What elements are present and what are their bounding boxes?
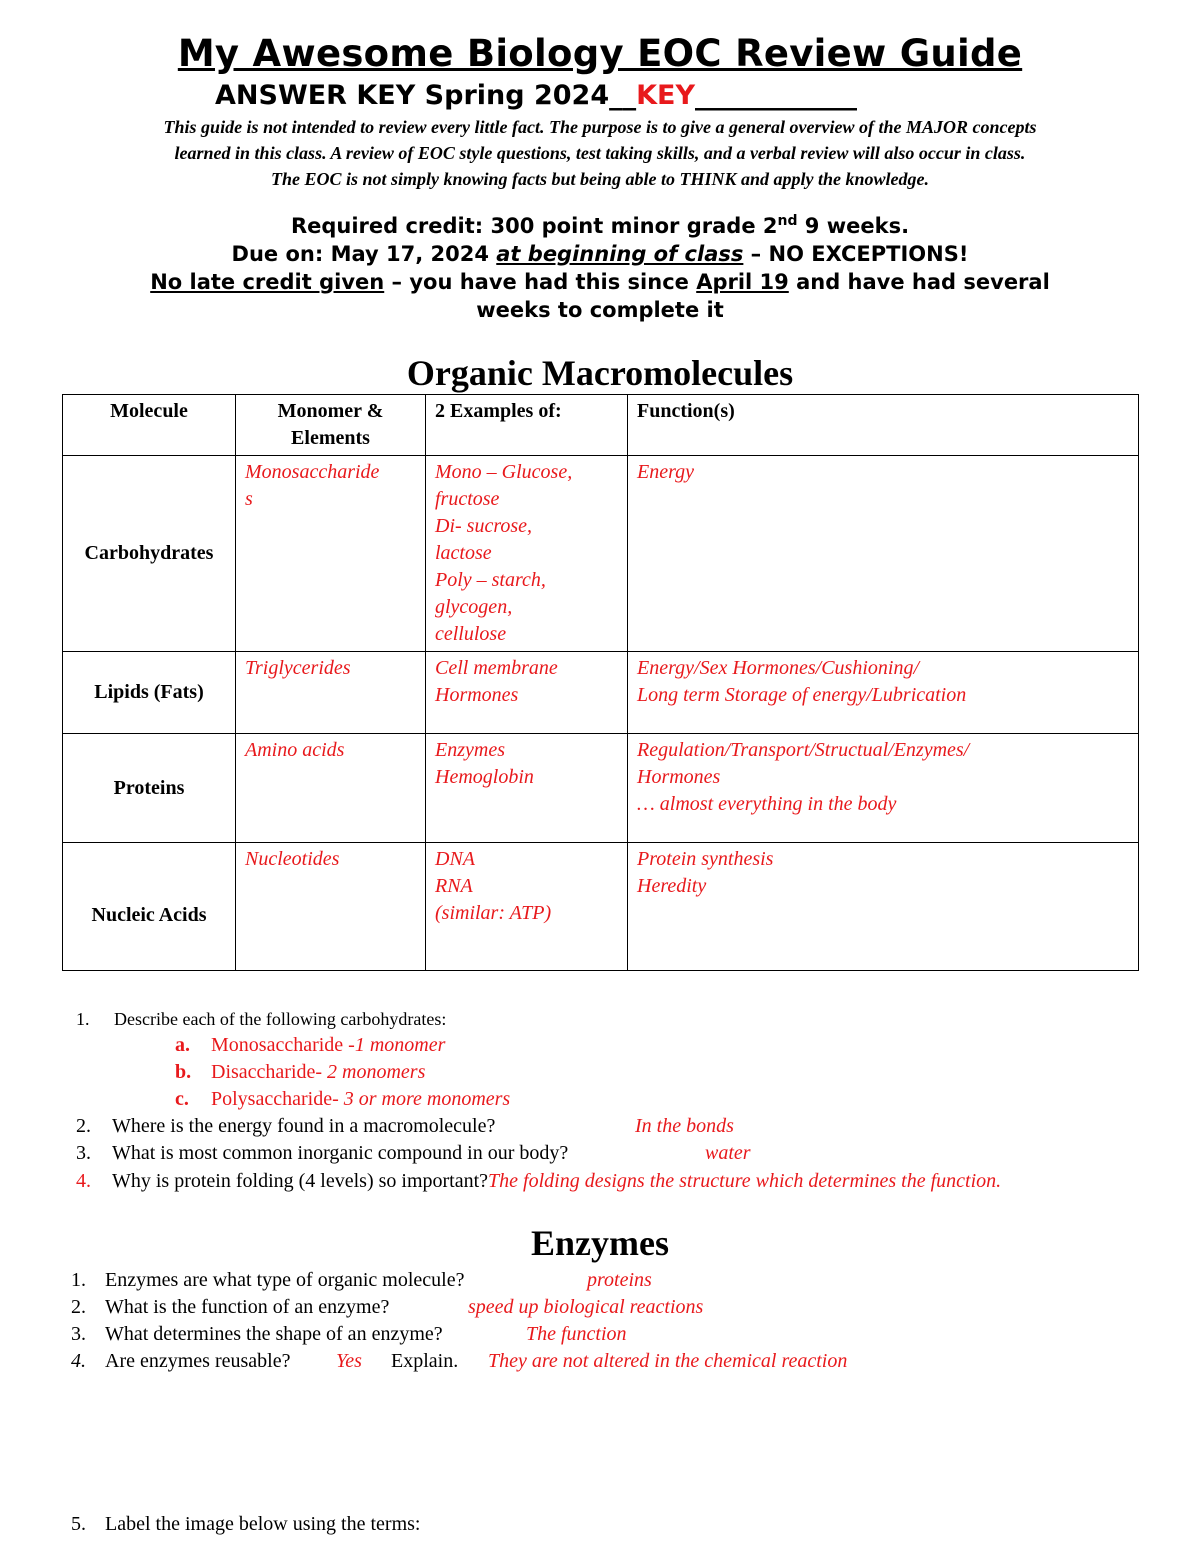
- question-answer: The function: [526, 1323, 627, 1345]
- question-answer: The folding designs the structure which determines the function.: [488, 1170, 1002, 1192]
- function-line: … almost everything in the body: [637, 793, 897, 815]
- sub-answer: 2 monomers: [327, 1061, 426, 1083]
- question-answer: water: [705, 1142, 751, 1164]
- function-line: Protein synthesis: [637, 848, 774, 870]
- enzyme-question-5: [71, 1513, 421, 1536]
- sub-term: Disaccharide-: [211, 1061, 328, 1083]
- sub-answer: 3 or more monomers: [343, 1088, 511, 1110]
- column-header: Molecule: [63, 395, 236, 456]
- monomer-line: Triglycerides: [245, 657, 351, 679]
- question-text: What is the function of an enzyme?: [105, 1296, 390, 1318]
- enzyme-question-4: [71, 1350, 848, 1373]
- example-line: Hormones: [435, 684, 519, 706]
- sub-answer: 1 monomer: [354, 1034, 446, 1056]
- example-line: DNA: [435, 848, 475, 870]
- functions-cell: [628, 456, 1139, 652]
- function-line: Heredity: [637, 875, 707, 897]
- examples-cell: [426, 734, 628, 843]
- example-line: fructose: [435, 488, 500, 510]
- due-line: [0, 240, 1200, 268]
- example-line: cellulose: [435, 623, 507, 645]
- table-row: [63, 652, 1139, 734]
- molecule-cell: Proteins: [63, 734, 236, 843]
- macromolecules-table: [62, 394, 1139, 971]
- example-line: (similar: ATP): [435, 902, 552, 924]
- answer-key-suffix: ____________: [695, 80, 858, 111]
- late-suffix: and have had several: [788, 270, 1050, 294]
- question-number: 2.: [71, 1296, 86, 1318]
- functions-cell: [628, 652, 1139, 734]
- question-text: Enzymes are what type of organic molecule?: [105, 1269, 465, 1291]
- credit-sup: nd: [777, 213, 798, 229]
- question-1: [76, 1009, 446, 1030]
- monomer-cell: [236, 652, 426, 734]
- column-header: Monomer & Elements: [236, 395, 426, 456]
- example-line: RNA: [435, 875, 473, 897]
- example-line: Hemoglobin: [435, 766, 534, 788]
- question-3: [76, 1142, 751, 1165]
- function-line: Regulation/Transport/Structual/Enzymes/: [637, 739, 970, 761]
- molecule-cell: Nucleic Acids: [63, 843, 236, 971]
- sub-term: Polysaccharide-: [211, 1088, 344, 1110]
- molecule-cell: Carbohydrates: [63, 456, 236, 652]
- example-line: Poly – starch,: [435, 569, 546, 591]
- monomer-line: s: [245, 488, 253, 510]
- question-answer: speed up biological reactions: [468, 1296, 704, 1318]
- intro-paragraph: [40, 114, 1160, 192]
- question-number: 3.: [76, 1142, 91, 1164]
- answer-key-line: [215, 80, 857, 111]
- page-title: My Awesome Biology EOC Review Guide: [177, 32, 1023, 75]
- enzymes-heading: Enzymes: [531, 1223, 669, 1263]
- requirements-block: [0, 212, 1200, 324]
- examples-cell: [426, 456, 628, 652]
- column-header: Function(s): [628, 395, 1139, 456]
- question-number: 3.: [71, 1323, 86, 1345]
- sub-term: Monosaccharide -: [211, 1034, 355, 1056]
- table-row: [63, 456, 1139, 652]
- example-line: Enzymes: [435, 739, 505, 761]
- enzyme-question-3: [71, 1323, 627, 1346]
- question-answer: proteins: [587, 1269, 652, 1291]
- functions-cell: [628, 843, 1139, 971]
- late-date: April 19: [696, 270, 789, 294]
- explain-answer: They are not altered in the chemical reaction: [488, 1350, 848, 1372]
- table-row: [63, 843, 1139, 971]
- monomer-cell: [236, 843, 426, 971]
- late-mid: – you have had this since: [384, 270, 697, 294]
- question-text: Describe each of the following carbohydrates:: [114, 1009, 447, 1029]
- question-number: 2.: [76, 1115, 91, 1137]
- question-2: [76, 1115, 734, 1138]
- question-1a: [175, 1034, 445, 1057]
- enzyme-question-1: [71, 1269, 652, 1292]
- enzyme-question-2: [71, 1296, 704, 1319]
- question-text: What is most common inorganic compound in our body?: [112, 1142, 569, 1164]
- question-answer: Yes: [336, 1350, 362, 1372]
- answer-key-value: KEY: [636, 80, 696, 111]
- example-line: lactose: [435, 542, 492, 564]
- monomer-line: Monosaccharide: [245, 461, 380, 483]
- function-line: Energy/Sex Hormones/Cushioning/: [637, 657, 920, 679]
- credit-line: [0, 212, 1200, 240]
- intro-line: learned in this class. A review of EOC style questions, test taking skills, and a verbal review will also occur in class.: [174, 143, 1026, 163]
- credit-suffix: 9 weeks.: [797, 214, 910, 238]
- question-1c: [175, 1088, 510, 1111]
- example-line: Di- sucrose,: [435, 515, 533, 537]
- question-text: What determines the shape of an enzyme?: [105, 1323, 443, 1345]
- function-line: Long term Storage of energy/Lubrication: [637, 684, 967, 706]
- monomer-line: Amino acids: [245, 739, 345, 761]
- credit-text: Required credit: 300 point minor grade 2: [290, 214, 778, 238]
- table-row: [63, 734, 1139, 843]
- examples-cell: [426, 843, 628, 971]
- intro-line: The EOC is not simply knowing facts but being able to THINK and apply the knowledge.: [270, 169, 930, 189]
- functions-cell: [628, 734, 1139, 843]
- monomer-cell: [236, 734, 426, 843]
- late-line: [0, 268, 1200, 296]
- question-text: Why is protein folding (4 levels) so important?: [112, 1170, 489, 1192]
- sub-letter: b.: [175, 1061, 192, 1083]
- question-text: Label the image below using the terms:: [105, 1513, 421, 1535]
- question-text: Are enzymes reusable?: [105, 1350, 291, 1372]
- example-line: glycogen,: [435, 596, 513, 618]
- molecule-cell: Lipids (Fats): [63, 652, 236, 734]
- question-1b: [175, 1061, 425, 1084]
- example-line: Cell membrane: [435, 657, 558, 679]
- question-answer: In the bonds: [635, 1115, 734, 1137]
- examples-cell: [426, 652, 628, 734]
- intro-line: This guide is not intended to review every little fact. The purpose is to give a general overview of the MAJOR concepts: [163, 117, 1037, 137]
- question-number: 4.: [76, 1170, 91, 1192]
- question-number: 1.: [76, 1009, 90, 1029]
- question-number: 4.: [71, 1350, 86, 1372]
- late-line-2: weeks to complete it: [476, 298, 724, 322]
- monomer-line: Nucleotides: [245, 848, 340, 870]
- answer-key-prefix: ANSWER KEY Spring 2024__: [215, 80, 637, 111]
- monomer-cell: [236, 456, 426, 652]
- macromolecules-heading: Organic Macromolecules: [406, 353, 794, 393]
- question-number: 5.: [71, 1513, 86, 1535]
- question-text: Where is the energy found in a macromolecule?: [112, 1115, 496, 1137]
- due-emphasis: at beginning of class: [496, 242, 744, 266]
- column-header: 2 Examples of:: [426, 395, 628, 456]
- explain-label: Explain.: [391, 1350, 459, 1372]
- question-number: 1.: [71, 1269, 86, 1291]
- example-line: Mono – Glucose,: [435, 461, 573, 483]
- table-header-row: [63, 395, 1139, 456]
- late-underlined: No late credit given: [150, 270, 385, 294]
- function-line: Energy: [637, 461, 695, 483]
- function-line: Hormones: [637, 766, 721, 788]
- due-suffix: – NO EXCEPTIONS!: [743, 242, 969, 266]
- sub-letter: c.: [175, 1088, 189, 1110]
- question-body: [112, 1170, 1001, 1193]
- due-text: Due on: May 17, 2024: [231, 242, 497, 266]
- question-4: [76, 1170, 1002, 1193]
- sub-letter: a.: [175, 1034, 190, 1056]
